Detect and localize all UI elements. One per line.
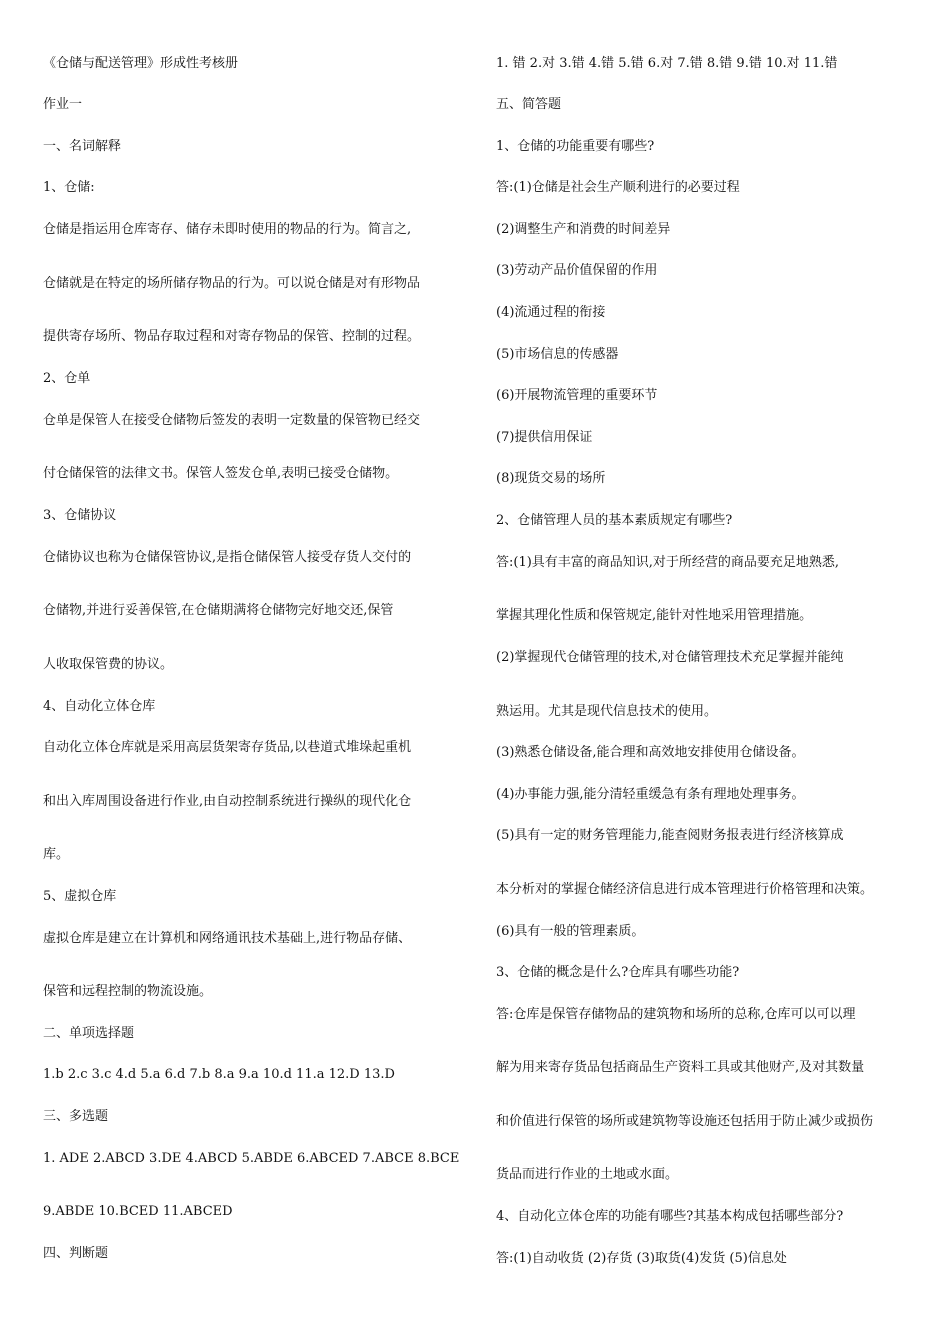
text-line: 仓储协议也称为仓储保管协议,是指仓储保管人接受存货人交付的 <box>43 550 412 565</box>
text-line: 提供寄存场所、物品存取过程和对寄存物品的保管、控制的过程。 <box>43 329 421 344</box>
section-heading: 四、判断题 <box>43 1246 109 1261</box>
text-line: (4)办事能力强,能分清轻重缓急有条有理地处理事务。 <box>496 787 805 802</box>
term-heading: 5、虚拟仓库 <box>43 889 117 904</box>
text-line: 库。 <box>43 847 70 862</box>
text-line: 解为用来寄存货品包括商品生产资料工具或其他财产,及对其数量 <box>496 1060 865 1075</box>
text-line: 仓储是指运用仓库寄存、储存未即时使用的物品的行为。简言之, <box>43 222 412 237</box>
section-heading: 三、多选题 <box>43 1109 109 1124</box>
assignment-heading: 作业一 <box>43 97 83 112</box>
text-line: 答:(1)具有丰富的商品知识,对于所经营的商品要充足地熟悉, <box>496 555 840 570</box>
text-line: 和出入库周围设备进行作业,由自动控制系统进行操纵的现代化仓 <box>43 794 412 809</box>
text-line: 仓单是保管人在接受仓储物后签发的表明一定数量的保管物已经交 <box>43 413 421 428</box>
term-heading: 4、自动化立体仓库 <box>43 699 156 714</box>
text-line: 答:(1)仓储是社会生产顺利进行的必要过程 <box>496 180 740 195</box>
question-line: 2、仓储管理人员的基本素质规定有哪些? <box>496 513 733 528</box>
text-line: (6)开展物流管理的重要环节 <box>496 388 658 403</box>
text-line: 付仓储保管的法律文书。保管人签发仓单,表明已接受仓储物。 <box>43 466 399 481</box>
text-line: 和价值进行保管的场所或建筑物等设施还包括用于防止减少或损伤 <box>496 1114 874 1129</box>
text-line: 人收取保管费的协议。 <box>43 657 174 672</box>
text-line: 保管和远程控制的物流设施。 <box>43 984 213 999</box>
section-heading: 二、单项选择题 <box>43 1026 135 1041</box>
text-line: 答:仓库是保管存储物品的建筑物和场所的总称,仓库可以可以理 <box>496 1007 856 1022</box>
answer-line: 9.ABDE 10.BCED 11.ABCED <box>43 1204 233 1219</box>
answer-line: 1.b 2.c 3.c 4.d 5.a 6.d 7.b 8.a 9.a 10.d 11.a 12.D 13.D <box>43 1067 395 1082</box>
text-line: (2)掌握现代仓储管理的技术,对仓储管理技术充足掌握并能纯 <box>496 650 844 665</box>
term-heading: 2、仓单 <box>43 371 91 386</box>
text-line: (5)市场信息的传感器 <box>496 347 619 362</box>
text-line: 答:(1)自动收货 (2)存货 (3)取货(4)发货 (5)信息处 <box>496 1251 787 1266</box>
text-line: (4)流通过程的衔接 <box>496 305 606 320</box>
answer-line: 1. ADE 2.ABCD 3.DE 4.ABCD 5.ABDE 6.ABCED 7.ABCE 8.BCE <box>43 1151 460 1166</box>
text-line: 仓储物,并进行妥善保管,在仓储期满将仓储物完好地交还,保管 <box>43 603 394 618</box>
text-line: 本分析对的掌握仓储经济信息进行成本管理进行价格管理和决策。 <box>496 882 874 897</box>
text-line: (7)提供信用保证 <box>496 430 593 445</box>
text-line: (2)调整生产和消费的时间差异 <box>496 222 671 237</box>
text-line: (3)熟悉仓储设备,能合理和高效地安排使用仓储设备。 <box>496 745 805 760</box>
text-line: (3)劳动产品价值保留的作用 <box>496 263 658 278</box>
text-line: 仓储就是在特定的场所储存物品的行为。可以说仓储是对有形物品 <box>43 276 421 291</box>
answer-line: 1. 错 2.对 3.错 4.错 5.错 6.对 7.错 8.错 9.错 10.对 11.错 <box>496 56 838 71</box>
section-heading: 五、简答题 <box>496 97 562 112</box>
question-line: 3、仓储的概念是什么?仓库具有哪些功能? <box>496 965 740 980</box>
text-line: 货品而进行作业的土地或水面。 <box>496 1167 679 1182</box>
section-heading: 一、名词解释 <box>43 139 122 154</box>
question-line: 1、仓储的功能重要有哪些? <box>496 139 655 154</box>
question-line: 4、自动化立体仓库的功能有哪些?其基本构成包括哪些部分? <box>496 1209 844 1224</box>
text-line: (8)现货交易的场所 <box>496 471 606 486</box>
text-line: 自动化立体仓库就是采用高层货架寄存货品,以巷道式堆垛起重机 <box>43 740 412 755</box>
document-title: 《仓储与配送管理》形成性考核册 <box>43 56 239 71</box>
text-line: 虚拟仓库是建立在计算机和网络通讯技术基础上,进行物品存储、 <box>43 931 412 946</box>
term-heading: 1、仓储: <box>43 180 95 195</box>
text-line: 熟运用。尤其是现代信息技术的使用。 <box>496 704 718 719</box>
text-line: (5)具有一定的财务管理能力,能查阅财务报表进行经济核算成 <box>496 828 844 843</box>
text-line: (6)具有一般的管理素质。 <box>496 924 645 939</box>
term-heading: 3、仓储协议 <box>43 508 117 523</box>
text-line: 掌握其理化性质和保管规定,能针对性地采用管理措施。 <box>496 608 813 623</box>
